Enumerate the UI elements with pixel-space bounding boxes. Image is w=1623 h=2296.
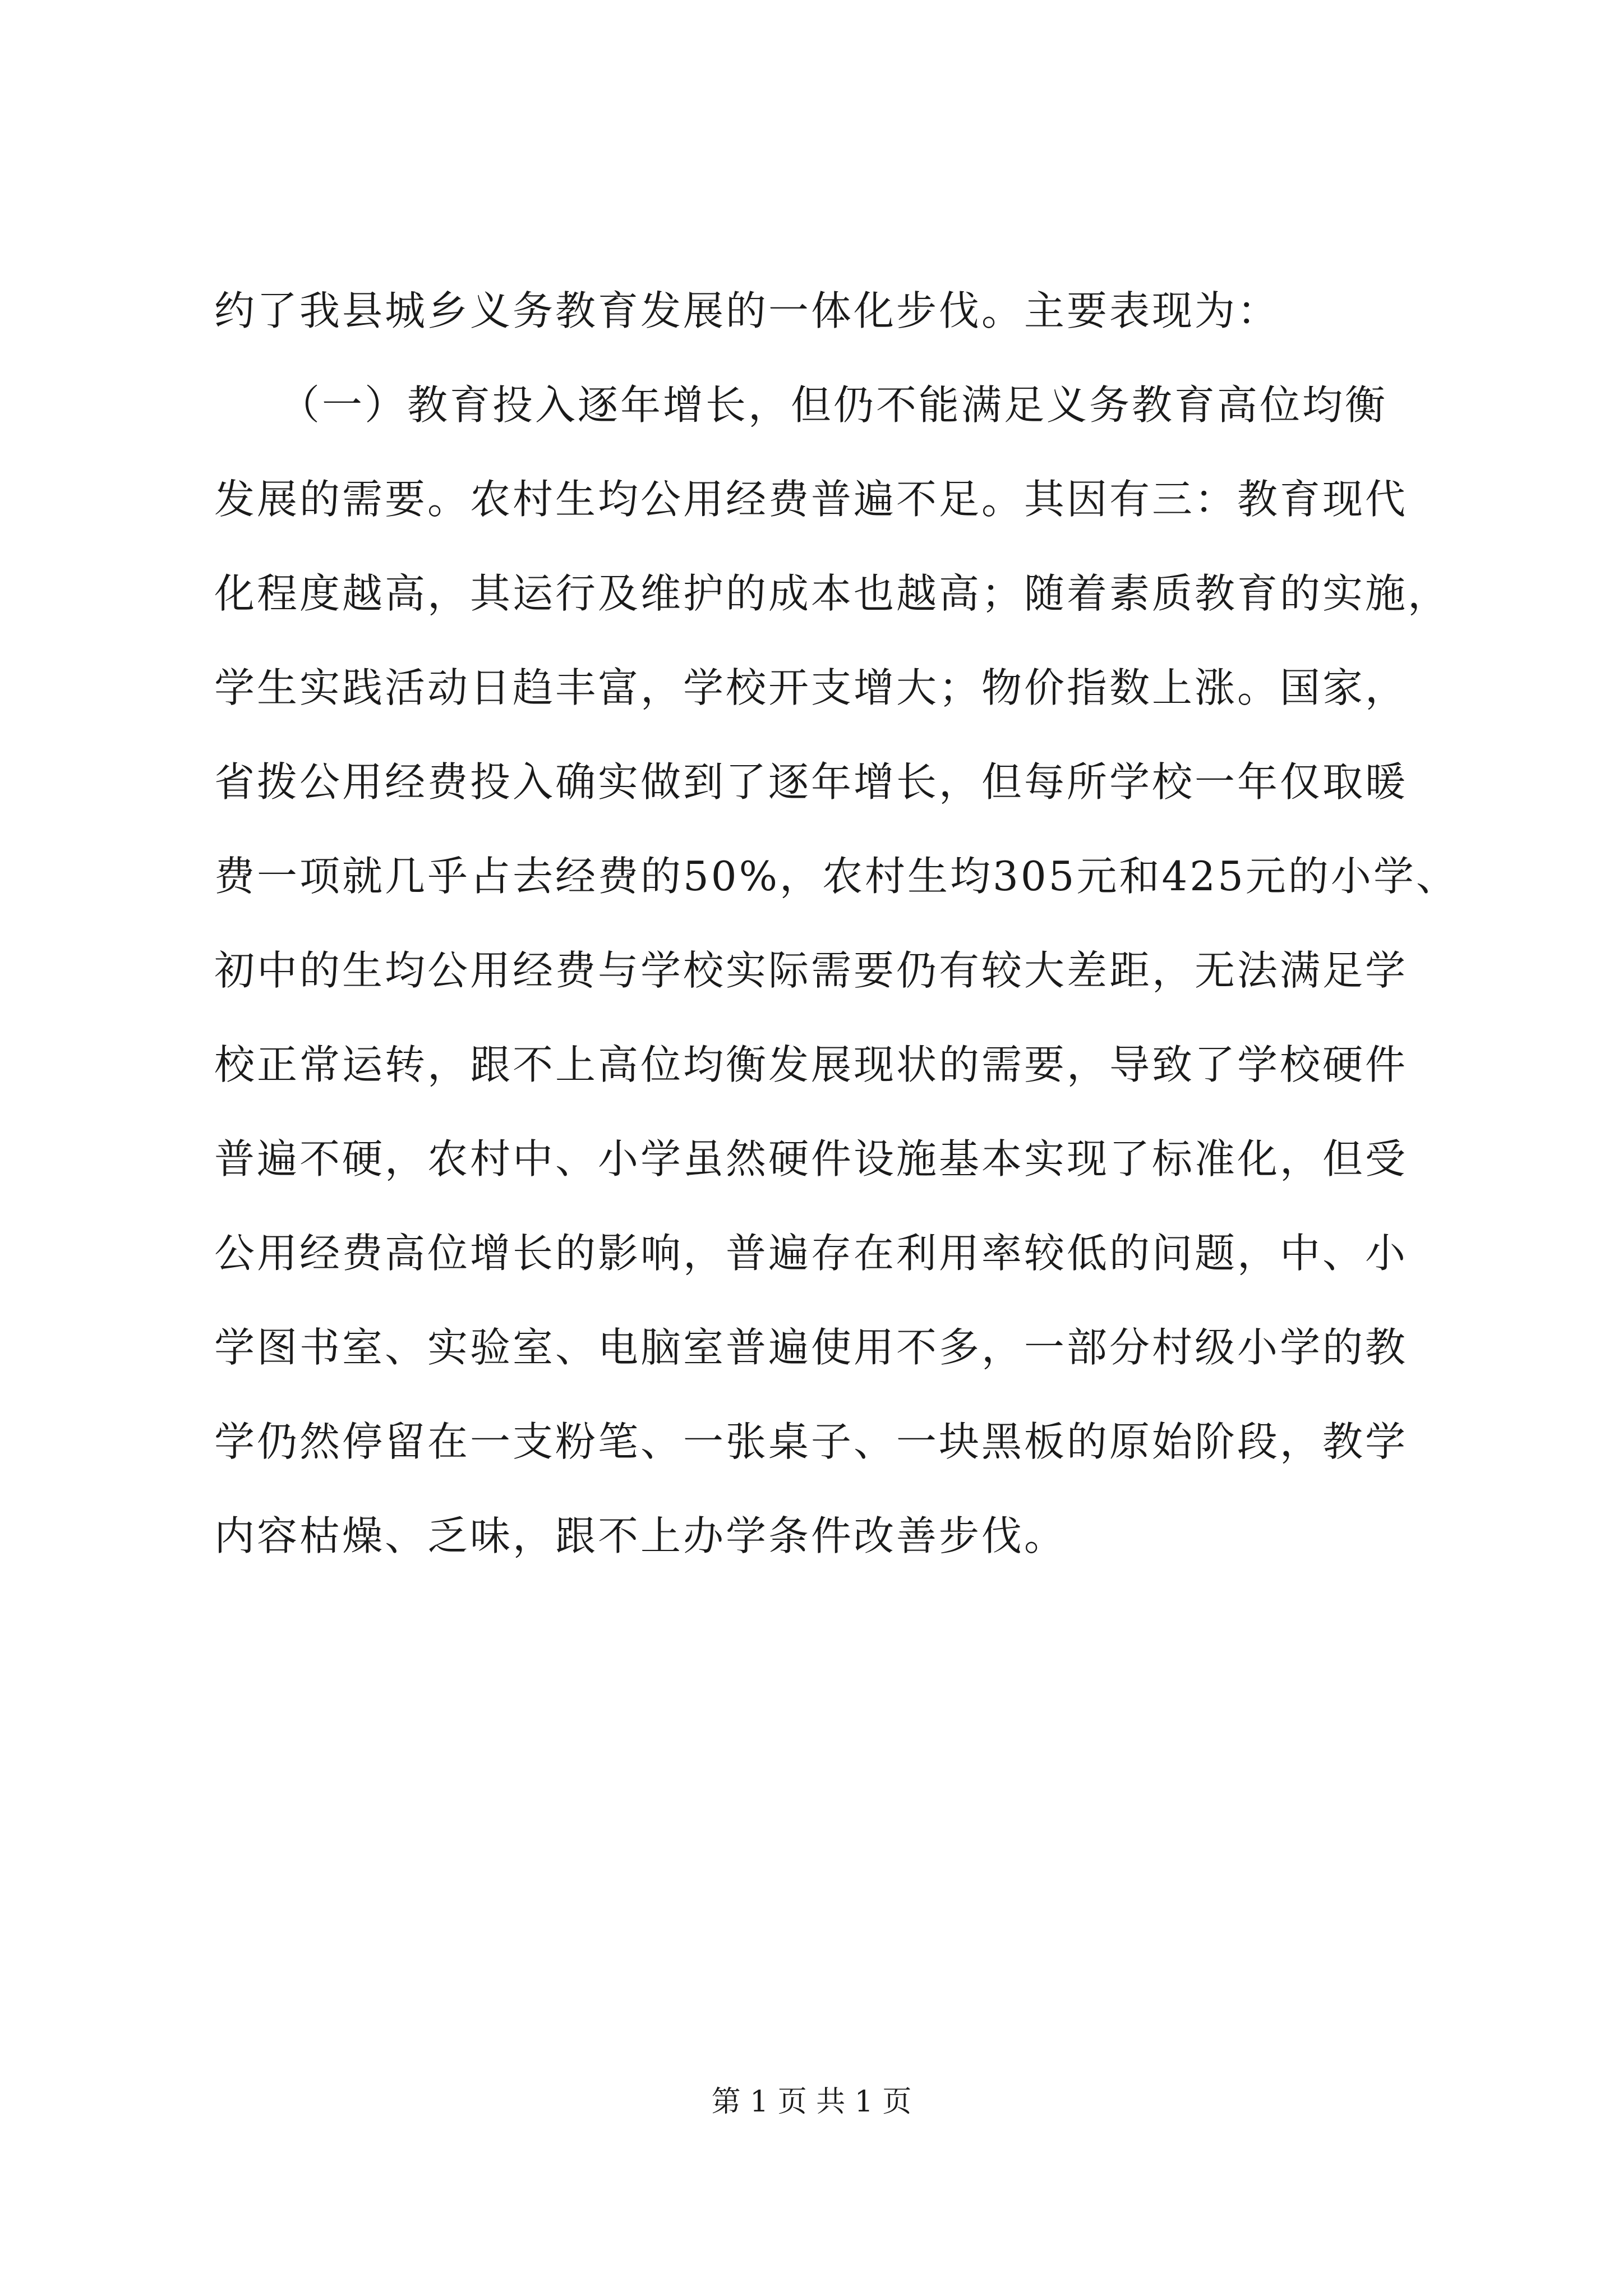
text-line: 普遍不硬，农村中、小学虽然硬件设施基本实现了标准化，但受 [214,1135,1408,1182]
text-line: 学生实践活动日趋丰富，学校开支增大；物价指数上涨。国家， [214,664,1408,711]
text-line: 内容枯燥、乏味，跟不上办学条件改善步伐。 [214,1512,1067,1559]
text-line: 校正常运转，跟不上高位均衡发展现状的需要，导致了学校硬件 [214,1041,1408,1088]
text-line: （一）教育投入逐年增长，但仍不能满足义务教育高位均衡 [214,381,1388,429]
text-line: 化程度越高，其运行及维护的成本也越高；随着素质教育的实施， [214,570,1451,617]
text-line: 费一项就几乎占去经费的50%，农村生均305元和425元的小学、 [214,853,1459,900]
text-line: 初中的生均公用经费与学校实际需要仍有较大差距，无法满足学 [214,947,1408,994]
text-line: 约了我县城乡义务教育发展的一体化步伐。主要表现为： [214,287,1280,334]
text-line: 省拨公用经费投入确实做到了逐年增长，但每所学校一年仅取暖 [214,758,1408,806]
text-line: 学图书室、实验室、电脑室普遍使用不多，一部分村级小学的教 [214,1324,1408,1371]
text-line: 发展的需要。农村生均公用经费普遍不足。其因有三：教育现代 [214,476,1408,523]
body-text [214,264,1459,1583]
text-line: 公用经费高位增长的影响，普遍存在利用率较低的问题，中、小 [214,1230,1408,1277]
text-line: 学仍然停留在一支粉笔、一张桌子、一块黑板的原始阶段，教学 [214,1418,1408,1465]
page-footer: 第 1 页 共 1 页 [711,2085,912,2119]
